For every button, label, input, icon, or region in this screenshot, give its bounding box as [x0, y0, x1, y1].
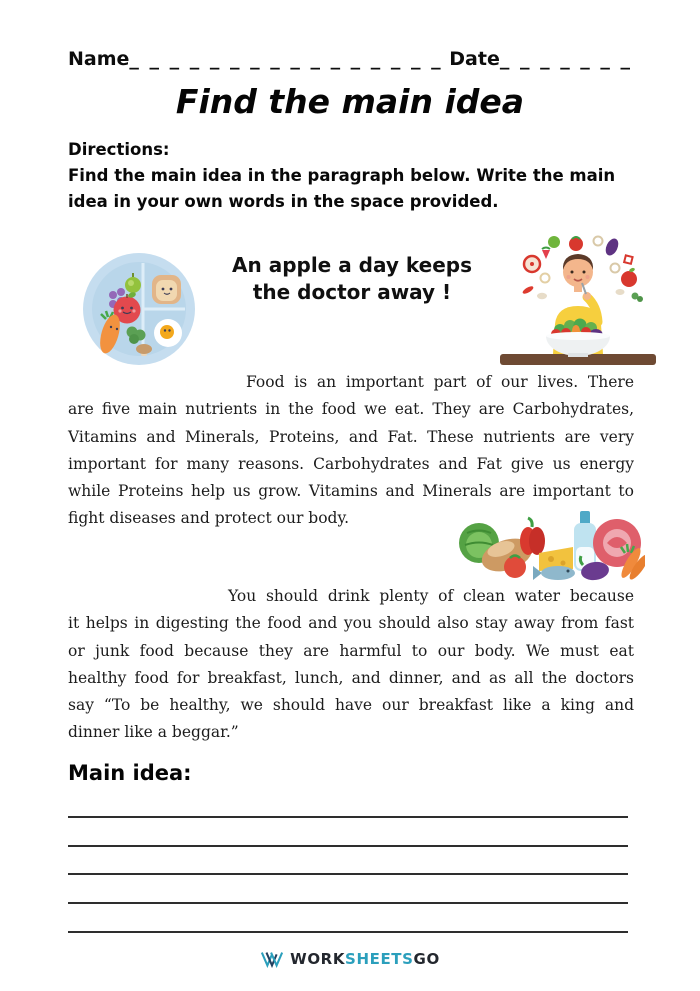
- answer-line[interactable]: [68, 847, 628, 876]
- paragraph-line: Food is an important part of our lives. There: [246, 373, 634, 391]
- worksheetsgo-logo-icon: [260, 950, 284, 968]
- logo-text-work: WORK: [290, 950, 346, 968]
- paragraph-line: fight diseases and protect our body.: [68, 509, 350, 528]
- quote-line-1: An apple a day keeps: [232, 253, 472, 277]
- directions-block: [68, 137, 653, 215]
- paragraph-line: it helps in digesting the food and you should also stay away from fast: [68, 614, 634, 633]
- name-label: Name: [68, 48, 130, 70]
- answer-line[interactable]: [68, 904, 628, 933]
- bell-pepper-icon: [520, 518, 545, 555]
- bread-icon: [152, 275, 181, 304]
- quote-line-2: the doctor away !: [252, 280, 452, 304]
- footer: [0, 950, 700, 968]
- main-idea-heading: Main idea:: [68, 761, 192, 785]
- directions-heading: Directions:: [68, 140, 170, 159]
- directions-text: Find the main idea in the paragraph below. Write the main idea in your own words in the space provided.: [68, 166, 616, 211]
- logo-text-sheets: SHEETS: [345, 950, 414, 968]
- date-blank-line[interactable]: _ _ _ _ _ _ _: [499, 48, 633, 70]
- page-title: Find the main idea: [175, 82, 525, 121]
- paragraph-line: important for many reasons. Carbohydrates and Fat give us energy: [68, 454, 634, 473]
- paragraph-line: while Proteins help us grow. Vitamins and Minerals are important to: [68, 482, 634, 501]
- paragraph-line: Vitamins and Minerals, Proteins, and Fat. These nutrients are very: [68, 427, 634, 446]
- answer-line[interactable]: [68, 818, 628, 847]
- paragraph-line: or junk food because they are harmful to our body. We must eat: [68, 641, 634, 660]
- logo-text-go: GO: [413, 950, 440, 968]
- paragraph-2: [68, 583, 634, 747]
- name-date-row: [68, 48, 645, 70]
- paragraph-line: healthy food for breakfast, lunch, and dinner, and as all the doctors: [68, 668, 634, 687]
- water-bottle-icon: [574, 511, 596, 571]
- answer-line[interactable]: [68, 789, 628, 818]
- name-blank-line[interactable]: _ _ _ _ _ _ _ _ _ _ _ _ _ _ _ _: [129, 48, 443, 70]
- date-label: Date: [449, 48, 500, 70]
- paragraph-line: are five main nutrients in the food we eat. They are Carbohydrates,: [68, 400, 634, 419]
- worksheetsgo-logo-text: [290, 950, 440, 968]
- food-groups-illustration: [455, 503, 645, 583]
- healthy-plate-illustration: [80, 250, 198, 368]
- quote-heading: [222, 252, 482, 306]
- answer-line[interactable]: [68, 875, 628, 904]
- paragraph-line: You should drink plenty of clean water because: [228, 587, 634, 605]
- answer-lines: [68, 789, 628, 933]
- fried-egg-icon: [154, 319, 182, 347]
- person-eating-salad-illustration: [498, 234, 658, 366]
- paragraph-line: say “To be healthy, we should have our breakfast like a king and: [68, 696, 634, 715]
- paragraph-line: dinner like a beggar.”: [68, 723, 239, 742]
